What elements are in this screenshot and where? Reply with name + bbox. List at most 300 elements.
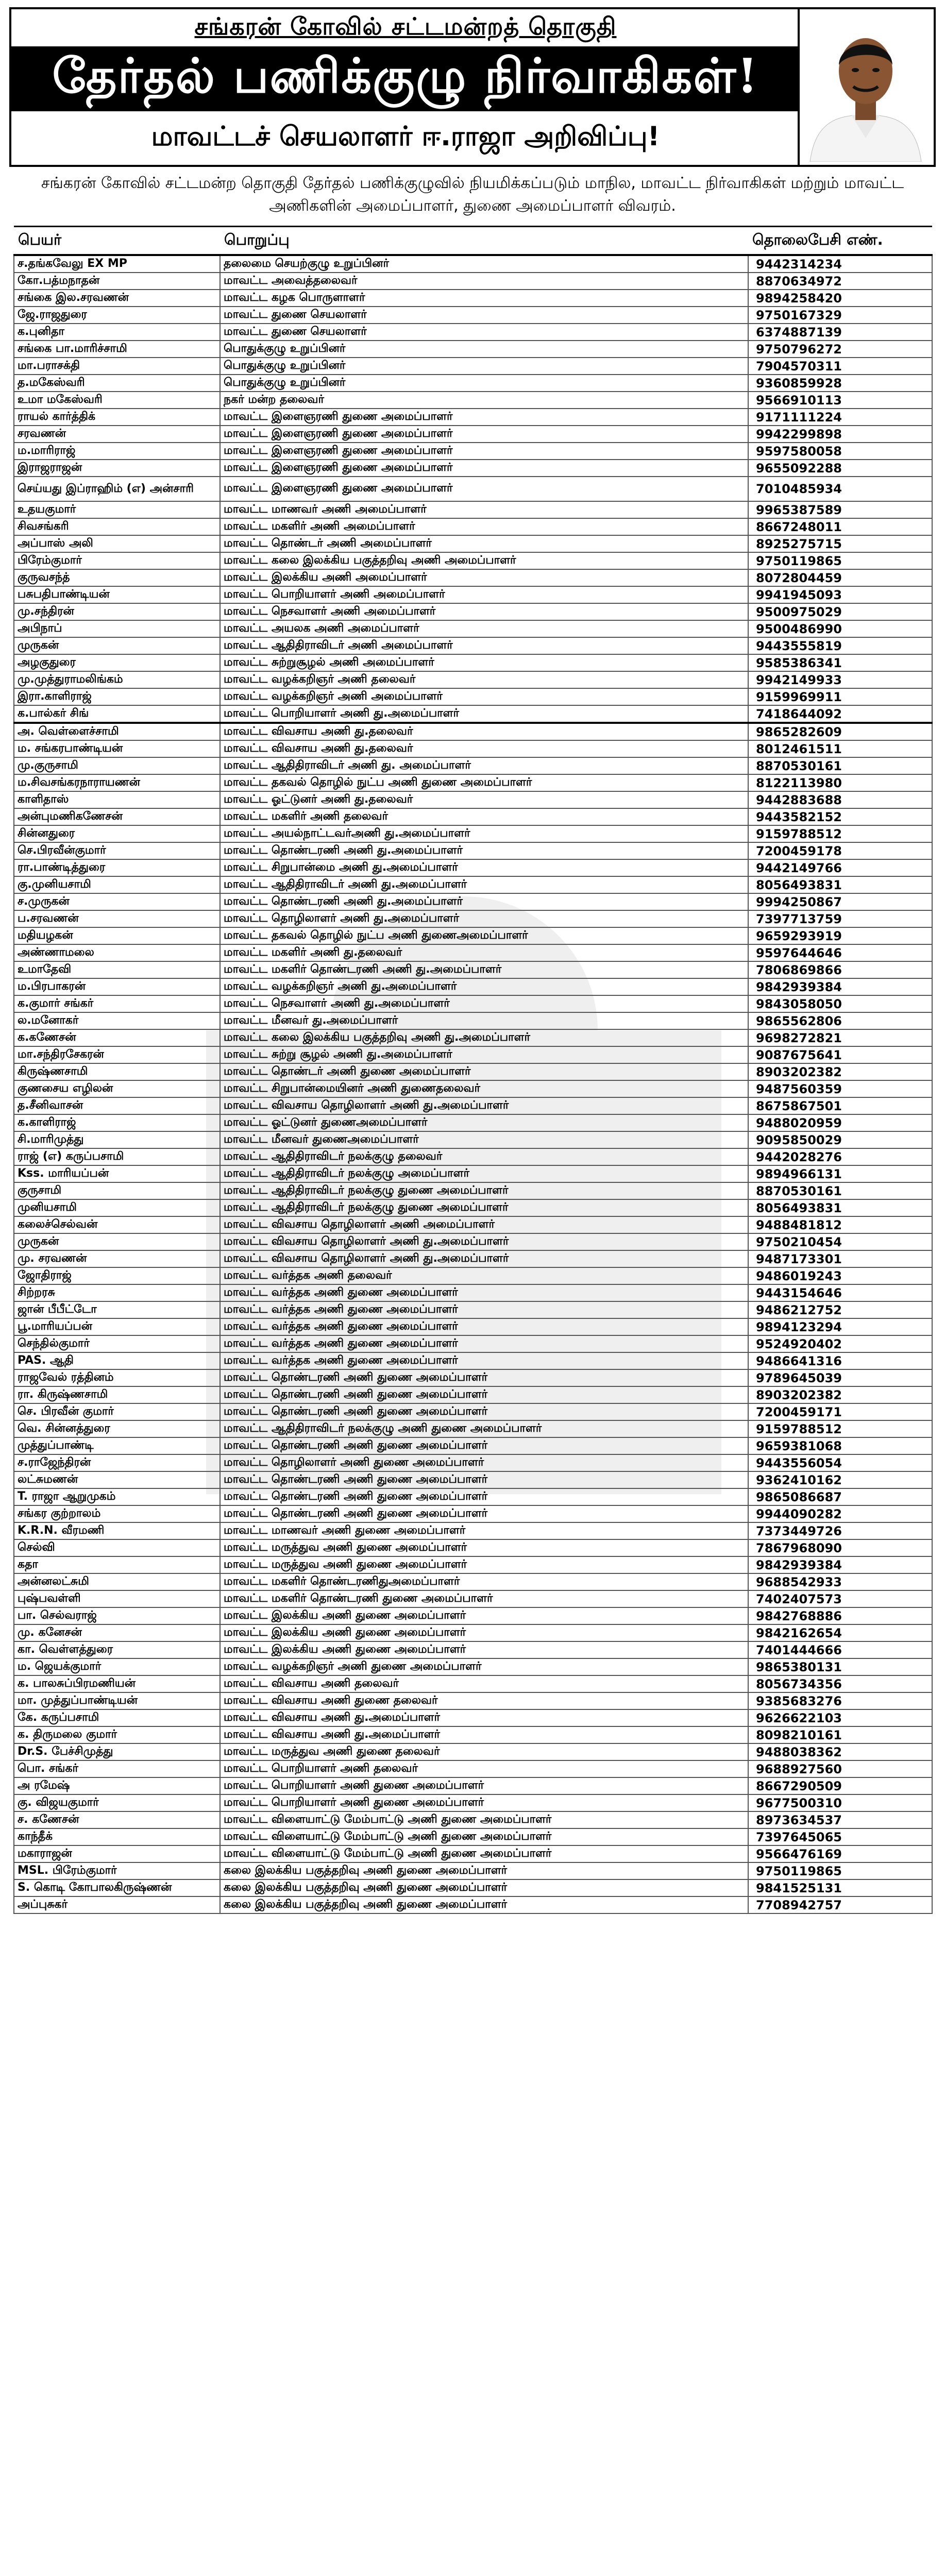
member-phone: 7806869866: [748, 961, 932, 978]
member-name: காளிதாஸ்: [14, 791, 220, 808]
member-phone: 7401444666: [748, 1641, 932, 1658]
table-row: [14, 1777, 932, 1794]
table-row: [14, 791, 932, 808]
member-name: கோ.பத்மநாதன்: [14, 273, 220, 290]
intro-paragraph: சங்கரன் கோவில் சட்டமன்ற தொகுதி தேர்தல் பணிக்குழுவில் நியமிக்கப்படும் மாநில, மாவட்ட நிர்வாகிகள் மற்றும் மாவட்ட அணிகளின் அமைப்பாளர், துணை அமைப்பாளர் விவரம்.: [41, 174, 904, 215]
member-phone: 9488020959: [748, 1114, 932, 1131]
member-name: பசுபதிபாண்டியன்: [14, 586, 220, 603]
member-role: மாவட்ட மகளிர் அணி அமைப்பாளர்: [220, 518, 748, 535]
member-role: மாவட்ட இளைஞரணி துணை அமைப்பாளர்: [220, 426, 748, 443]
table-row: [14, 1437, 932, 1454]
member-name: கே. கருப்பசாமி: [14, 1709, 220, 1726]
member-phone: 6374887139: [748, 324, 932, 341]
table-row: [14, 910, 932, 927]
table-row: [14, 426, 932, 443]
table-row: [14, 501, 932, 518]
member-phone: 9842768886: [748, 1607, 932, 1624]
member-role: மாவட்ட விளையாட்டு மேம்பாட்டு அணி துணை அமைப்பாளர்: [220, 1828, 748, 1845]
member-phone: 9500486990: [748, 620, 932, 637]
member-role: மாவட்ட வழக்கறிஞர் அணி து.அமைப்பாளர்: [220, 978, 748, 995]
member-role: மாவட்ட சிறுபான்மை அணி து.அமைப்பாளர்: [220, 859, 748, 876]
member-name: மு. சரவணன்: [14, 1250, 220, 1267]
member-role: மாவட்ட விளையாட்டு மேம்பாட்டு அணி துணை அமைப்பாளர்: [220, 1845, 748, 1862]
member-name: சங்கை பா.மாரிச்சாமி: [14, 341, 220, 358]
member-name: முருகன்: [14, 1233, 220, 1250]
table-row: [14, 1811, 932, 1828]
table-row: [14, 1250, 932, 1267]
member-phone: 9941945093: [748, 586, 932, 603]
member-role: மாவட்ட துணை செயலாளர்: [220, 307, 748, 324]
table-row: [14, 1556, 932, 1573]
member-role: பொதுக்குழு உறுப்பினர்: [220, 375, 748, 392]
table-row: [14, 1743, 932, 1760]
table-row: [14, 978, 932, 995]
member-role: மாவட்ட அவைத்தலைவர்: [220, 273, 748, 290]
member-role: மாவட்ட தொண்டரணி அணி துணை அமைப்பாளர்: [220, 1488, 748, 1505]
member-phone: 8056493831: [748, 1199, 932, 1216]
table-row: [14, 460, 932, 477]
member-name: முத்துப்பாண்டி: [14, 1437, 220, 1454]
member-name: ரா.பாண்டித்துரை: [14, 859, 220, 876]
member-role: மாவட்ட நெசவாளர் அணி அமைப்பாளர்: [220, 603, 748, 620]
table-row: [14, 443, 932, 460]
member-phone: 9659381068: [748, 1437, 932, 1454]
table-row: [14, 290, 932, 307]
member-role: மாவட்ட மகளிர் அணி தலைவர்: [220, 808, 748, 825]
member-role: மாவட்ட மருத்துவ அணி துணை அமைப்பாளர்: [220, 1539, 748, 1556]
member-role: மாவட்ட இலக்கிய அணி அமைப்பாளர்: [220, 569, 748, 586]
member-name: க.கணேசன்: [14, 1029, 220, 1046]
member-name: கிருஷ்ணசாமி: [14, 1063, 220, 1080]
member-role: மாவட்ட சுற்றுசூழல் அணி அமைப்பாளர்: [220, 654, 748, 671]
member-name: க.காளிராஜ்: [14, 1114, 220, 1131]
member-phone: 8667290509: [748, 1777, 932, 1794]
member-role: மாவட்ட விவசாய அணி தலைவர்: [220, 1675, 748, 1692]
table-row: [14, 1539, 932, 1556]
member-phone: 9524920402: [748, 1335, 932, 1352]
member-phone: 9865086687: [748, 1488, 932, 1505]
member-name: கு. விஜயகுமார்: [14, 1794, 220, 1811]
member-phone: 7867968090: [748, 1539, 932, 1556]
member-role: மாவட்ட விவசாய தொழிலாளர் அணி து.அமைப்பாளர்: [220, 1233, 748, 1250]
member-phone: 8675867501: [748, 1097, 932, 1114]
member-phone: 7397645065: [748, 1828, 932, 1845]
member-phone: 7200459178: [748, 842, 932, 859]
member-role: மாவட்ட மீனவர் துணைஅமைப்பாளர்: [220, 1131, 748, 1148]
table-row: [14, 477, 932, 501]
member-role: மாவட்ட இளைஞரணி துணை அமைப்பாளர்: [220, 460, 748, 477]
member-phone: 9789645039: [748, 1369, 932, 1386]
member-role: மாவட்ட கழக பொருளாளர்: [220, 290, 748, 307]
member-role: மாவட்ட ஆதிதிராவிடர் நலக்குழு துணை அமைப்பாளர்: [220, 1182, 748, 1199]
member-phone: 9655092288: [748, 460, 932, 477]
table-row: [14, 1879, 932, 1896]
member-role: மாவட்ட வழக்கறிஞர் அணி துணை அமைப்பாளர்: [220, 1658, 748, 1675]
member-phone: 9698272821: [748, 1029, 932, 1046]
member-name: ம. ஜெயக்குமார்: [14, 1658, 220, 1675]
member-role: மாவட்ட விவசாய அணி து.தலைவர்: [220, 740, 748, 757]
header-box: [9, 7, 936, 167]
member-role: மாவட்ட இளைஞரணி துணை அமைப்பாளர்: [220, 477, 748, 501]
member-role: கலை இலக்கிய பகுத்தறிவு அணி துணை அமைப்பாளர்: [220, 1862, 748, 1879]
member-name: உதயகுமார்: [14, 501, 220, 518]
member-role: மாவட்ட ஆதிதிராவிடர் நலக்குழு தலைவர்: [220, 1148, 748, 1165]
member-phone: 9487173301: [748, 1250, 932, 1267]
member-role: மாவட்ட சிறுபான்மையினர் அணி துணைதலைவர்: [220, 1080, 748, 1097]
member-name: அண்ணாமலை: [14, 944, 220, 961]
member-phone: 9865562806: [748, 1012, 932, 1029]
member-role: பொதுக்குழு உறுப்பினர்: [220, 358, 748, 375]
table-row: [14, 859, 932, 876]
table-row: [14, 358, 932, 375]
member-name: அப்புசுகர்: [14, 1896, 220, 1913]
member-name: ம.சிவசங்கரநாராயணன்: [14, 774, 220, 791]
member-phone: 8870634972: [748, 273, 932, 290]
member-name: ல.மனோகர்: [14, 1012, 220, 1029]
member-phone: 9841525131: [748, 1879, 932, 1896]
member-phone: 9442883688: [748, 791, 932, 808]
member-role: மாவட்ட தொண்டரணி அணி துணை அமைப்பாளர்: [220, 1403, 748, 1420]
member-name: இரா.காளிராஜ்: [14, 688, 220, 705]
table-row: [14, 1012, 932, 1029]
member-phone: 8973634537: [748, 1811, 932, 1828]
member-name: செல்வி: [14, 1539, 220, 1556]
member-name: சின்னதுரை: [14, 825, 220, 842]
member-role: மாவட்ட வர்த்தக அணி துணை அமைப்பாளர்: [220, 1352, 748, 1369]
member-role: மாவட்ட பொறியாளர் அணி து.அமைப்பாளர்: [220, 705, 748, 723]
member-phone: 9159788512: [748, 1420, 932, 1437]
member-role: மாவட்ட ஆதிதிராவிடர் அணி து.அமைப்பாளர்: [220, 876, 748, 893]
member-role: மாவட்ட விவசாய அணி து.அமைப்பாளர்: [220, 1726, 748, 1743]
member-phone: 9843058050: [748, 995, 932, 1012]
table-row: [14, 1403, 932, 1420]
member-phone: 9442149766: [748, 859, 932, 876]
member-phone: 9597644646: [748, 944, 932, 961]
member-phone: 9487560359: [748, 1080, 932, 1097]
table-row: [14, 1131, 932, 1148]
member-role: மாவட்ட இலக்கிய அணி துணை அமைப்பாளர்: [220, 1607, 748, 1624]
member-phone: 9842939384: [748, 978, 932, 995]
constituency-subtitle: [11, 9, 800, 48]
member-role: மாவட்ட ஆதிதிராவிடர் அணி து. அமைப்பாளர்: [220, 757, 748, 774]
member-phone: 9688542933: [748, 1573, 932, 1590]
header-phone: தொலைபேசி எண்.: [748, 227, 932, 256]
member-phone: 9443556054: [748, 1454, 932, 1471]
member-phone: 9171111224: [748, 409, 932, 426]
header-role: பொறுப்பு: [220, 227, 748, 256]
member-phone: 8012461511: [748, 740, 932, 757]
member-phone: 9750119865: [748, 1862, 932, 1879]
member-name: Dr.S. பேச்சிமுத்து: [14, 1743, 220, 1760]
member-role: மாவட்ட அயலக அணி அமைப்பாளர்: [220, 620, 748, 637]
member-phone: 9486641316: [748, 1352, 932, 1369]
table-row: [14, 1369, 932, 1386]
table-row: [14, 688, 932, 705]
member-name: ச. கணேசன்: [14, 1811, 220, 1828]
member-name: க.புனிதா: [14, 324, 220, 341]
table-row: [14, 1488, 932, 1505]
member-name: உமாதேவி: [14, 961, 220, 978]
member-role: மாவட்ட விளையாட்டு மேம்பாட்டு அணி துணை அமைப்பாளர்: [220, 1811, 748, 1828]
table-row: [14, 825, 932, 842]
member-role: மாவட்ட விவசாய தொழிலாளர் அணி அமைப்பாளர்: [220, 1216, 748, 1233]
member-role: மாவட்ட பொறியாளர் அணி துணை அமைப்பாளர்: [220, 1777, 748, 1794]
member-phone: 9965387589: [748, 501, 932, 518]
member-phone: 9626622103: [748, 1709, 932, 1726]
announcement-line: மாவட்டச் செயலாளர் ஈ.ராஜா அறிவிப்பு!: [11, 110, 800, 165]
table-row: [14, 774, 932, 791]
table-row: [14, 723, 932, 740]
member-phone: 9159788512: [748, 825, 932, 842]
member-role: மாவட்ட வர்த்தக அணி தலைவர்: [220, 1267, 748, 1284]
member-phone: 8122113980: [748, 774, 932, 791]
member-phone: 9942149933: [748, 671, 932, 688]
table-row: [14, 1335, 932, 1352]
member-name: கா. வெள்ளத்துரை: [14, 1641, 220, 1658]
secretary-photo: [798, 9, 934, 165]
table-header-row: [14, 227, 932, 256]
member-phone: 7402407573: [748, 1590, 932, 1607]
table-row: [14, 1386, 932, 1403]
member-role: மாவட்ட தொழிலாளர் அணி துணை அமைப்பாளர்: [220, 1454, 748, 1471]
roster-table-wrapper: [13, 226, 932, 1914]
header-name: பெயர்: [14, 227, 220, 256]
member-phone: 9443555819: [748, 637, 932, 654]
table-row: [14, 1148, 932, 1165]
member-role: மாவட்ட விவசாய அணி துணை தலைவர்: [220, 1692, 748, 1709]
member-phone: 9750796272: [748, 341, 932, 358]
member-name: குருவசந்த்: [14, 569, 220, 586]
member-name: மு.சந்திரன்: [14, 603, 220, 620]
member-role: மாவட்ட ஆதிதிராவிடர் நலக்குழு அணி துணை அமைப்பாளர்: [220, 1420, 748, 1437]
member-phone: 9087675641: [748, 1046, 932, 1063]
member-name: அன்புமணிகணேசன்: [14, 808, 220, 825]
table-row: [14, 1709, 932, 1726]
table-row: [14, 1199, 932, 1216]
table-row: [14, 255, 932, 273]
member-name: அபிநாப்: [14, 620, 220, 637]
table-row: [14, 1420, 932, 1437]
member-role: மாவட்ட மாணவர் அணி அமைப்பாளர்: [220, 501, 748, 518]
member-name: செய்யது இப்ராஹிம் (எ) அன்சாரி: [14, 477, 220, 501]
member-name: த.சீனிவாசன்: [14, 1097, 220, 1114]
table-row: [14, 1471, 932, 1488]
table-row: [14, 1233, 932, 1250]
member-role: மாவட்ட இலக்கிய அணி துணை அமைப்பாளர்: [220, 1641, 748, 1658]
table-row: [14, 1658, 932, 1675]
member-role: மாவட்ட மகளிர் தொண்டரணி துணை அமைப்பாளர்: [220, 1590, 748, 1607]
member-name: புஷ்பவள்ளி: [14, 1590, 220, 1607]
member-name: வெ. சின்னத்துரை: [14, 1420, 220, 1437]
member-phone: 9486212752: [748, 1301, 932, 1318]
member-role: மாவட்ட தகவல் தொழில் நுட்ப அணி துணை அமைப்பாளர்: [220, 774, 748, 791]
member-role: மாவட்ட மீனவர் து.அமைப்பாளர்: [220, 1012, 748, 1029]
table-row: [14, 637, 932, 654]
member-name: குணசைய எழிலன்: [14, 1080, 220, 1097]
member-phone: 9442028276: [748, 1148, 932, 1165]
member-name: மகாராஜன்: [14, 1845, 220, 1862]
member-role: மாவட்ட வழக்கறிஞர் அணி அமைப்பாளர்: [220, 688, 748, 705]
table-row: [14, 740, 932, 757]
table-row: [14, 671, 932, 688]
member-phone: 9944090282: [748, 1505, 932, 1522]
member-role: மாவட்ட ஓட்டுனர் துணைஅமைப்பாளர்: [220, 1114, 748, 1131]
member-name: உமா மகேஸ்வரி: [14, 392, 220, 409]
member-phone: 9442314234: [748, 255, 932, 273]
member-phone: 9385683276: [748, 1692, 932, 1709]
member-role: தலைமை செயற்குழு உறுப்பினர்: [220, 255, 748, 273]
member-phone: 9500975029: [748, 603, 932, 620]
member-role: மாவட்ட தொண்டர் அணி துணை அமைப்பாளர்: [220, 1063, 748, 1080]
table-row: [14, 1828, 932, 1845]
member-role: மாவட்ட ஓட்டுனர் அணி து.தலைவர்: [220, 791, 748, 808]
member-phone: 9488481812: [748, 1216, 932, 1233]
member-phone: 8870530161: [748, 757, 932, 774]
member-phone: 9842939384: [748, 1556, 932, 1573]
member-name: சி.மாரிமுத்து: [14, 1131, 220, 1148]
member-name: மா.பராசக்தி: [14, 358, 220, 375]
member-phone: 9486019243: [748, 1267, 932, 1284]
member-phone: 9095850029: [748, 1131, 932, 1148]
member-role: மாவட்ட பொறியாளர் அணி தலைவர்: [220, 1760, 748, 1777]
member-name: ஜே.ராஜதுரை: [14, 307, 220, 324]
table-row: [14, 1522, 932, 1539]
member-role: மாவட்ட கலை இலக்கிய பகுத்தறிவு அணி து.அமைப்பாளர்: [220, 1029, 748, 1046]
table-row: [14, 1301, 932, 1318]
subtitle-text: சங்கரன் கோவில் சட்டமன்றத் தொகுதி: [194, 12, 617, 40]
member-role: மாவட்ட அயல்நாட்டவர்அணி து.அமைப்பாளர்: [220, 825, 748, 842]
table-row: [14, 961, 932, 978]
table-row: [14, 341, 932, 358]
table-row: [14, 705, 932, 723]
member-name: ச.ராஜேந்திரன்: [14, 1454, 220, 1471]
member-phone: 8098210161: [748, 1726, 932, 1743]
table-row: [14, 552, 932, 569]
table-row: [14, 1624, 932, 1641]
member-name: த.மகேஸ்வரி: [14, 375, 220, 392]
member-phone: 9750210454: [748, 1233, 932, 1250]
member-name: T. ராஜா ஆறுமுகம்: [14, 1488, 220, 1505]
member-name: செ.பிரவீன்குமார்: [14, 842, 220, 859]
member-role: நகர் மன்ற தலைவர்: [220, 392, 748, 409]
member-phone: 7200459171: [748, 1403, 932, 1420]
table-row: [14, 1046, 932, 1063]
member-role: மாவட்ட தொண்டரணி அணி து.அமைப்பாளர்: [220, 842, 748, 859]
member-role: மாவட்ட மருத்துவ அணி துணை அமைப்பாளர்: [220, 1556, 748, 1573]
table-row: [14, 569, 932, 586]
member-name: மு.முத்துராமலிங்கம்: [14, 671, 220, 688]
table-row: [14, 1267, 932, 1284]
member-name: பூ.மாரியப்பன்: [14, 1318, 220, 1335]
member-name: PAS. ஆதி: [14, 1352, 220, 1369]
table-row: [14, 1590, 932, 1607]
member-name: செந்தில்குமார்: [14, 1335, 220, 1352]
member-role: மாவட்ட வர்த்தக அணி துணை அமைப்பாளர்: [220, 1301, 748, 1318]
table-row: [14, 808, 932, 825]
member-phone: 8925275715: [748, 535, 932, 552]
member-name: பிரேம்குமார்: [14, 552, 220, 569]
table-row: [14, 1318, 932, 1335]
table-row: [14, 324, 932, 341]
table-row: [14, 1063, 932, 1080]
member-name: ச.தங்கவேலு EX MP: [14, 255, 220, 273]
member-role: மாவட்ட விவசாய அணி து.அமைப்பாளர்: [220, 1709, 748, 1726]
table-row: [14, 654, 932, 671]
member-role: மாவட்ட தொழிலாளர் அணி து.அமைப்பாளர்: [220, 910, 748, 927]
member-name: சரவணன்: [14, 426, 220, 443]
member-phone: 9894966131: [748, 1165, 932, 1182]
member-name: ப.சரவணன்: [14, 910, 220, 927]
member-phone: 7708942757: [748, 1896, 932, 1913]
member-name: ஜோதிராஜ்: [14, 1267, 220, 1284]
member-role: மாவட்ட தொண்டரணி அணி துணை அமைப்பாளர்: [220, 1505, 748, 1522]
table-row: [14, 1454, 932, 1471]
member-name: க.பால்கர் சிங்: [14, 705, 220, 723]
table-row: [14, 586, 932, 603]
member-name: செ. பிரவீன் குமார்: [14, 1403, 220, 1420]
member-phone: 9488038362: [748, 1743, 932, 1760]
member-role: மாவட்ட வர்த்தக அணி துணை அமைப்பாளர்: [220, 1284, 748, 1301]
member-phone: 9360859928: [748, 375, 932, 392]
member-phone: 7418644092: [748, 705, 932, 723]
table-row: [14, 995, 932, 1012]
member-phone: 9159969911: [748, 688, 932, 705]
table-row: [14, 1352, 932, 1369]
table-row: [14, 1692, 932, 1709]
member-role: மாவட்ட விவசாய தொழிலாளர் அணி து.அமைப்பாளர்: [220, 1250, 748, 1267]
portrait-image: [800, 9, 932, 162]
member-role: மாவட்ட மகளிர் தொண்டரணி அணி து.அமைப்பாளர்: [220, 961, 748, 978]
table-row: [14, 1760, 932, 1777]
member-phone: 9566476169: [748, 1845, 932, 1862]
member-role: மாவட்ட தொண்டர் அணி அமைப்பாளர்: [220, 535, 748, 552]
member-role: மாவட்ட தொண்டரணி அணி துணை அமைப்பாளர்: [220, 1471, 748, 1488]
member-role: மாவட்ட மகளிர் அணி து.தலைவர்: [220, 944, 748, 961]
member-phone: 9443582152: [748, 808, 932, 825]
member-name: மதியழகன்: [14, 927, 220, 944]
member-role: மாவட்ட தகவல் தொழில் நுட்ப அணி துணைஅமைப்பாளர்: [220, 927, 748, 944]
member-role: மாவட்ட நெசவாளர் அணி து.அமைப்பாளர்: [220, 995, 748, 1012]
member-name: அ. வெள்ளைச்சாமி: [14, 723, 220, 740]
member-phone: 8072804459: [748, 569, 932, 586]
member-phone: 9362410162: [748, 1471, 932, 1488]
table-row: [14, 620, 932, 637]
member-phone: 8056734356: [748, 1675, 932, 1692]
member-name: கு.முனியசாமி: [14, 876, 220, 893]
member-role: மாவட்ட மகளிர் தொண்டரணிதுஅமைப்பாளர்: [220, 1573, 748, 1590]
member-phone: 8870530161: [748, 1182, 932, 1199]
member-role: மாவட்ட பொறியாளர் அணி துணை அமைப்பாளர்: [220, 1794, 748, 1811]
table-row: [14, 1675, 932, 1692]
member-name: குருசாமி: [14, 1182, 220, 1199]
member-role: மாவட்ட துணை செயலாளர்: [220, 324, 748, 341]
member-name: சிற்றரசு: [14, 1284, 220, 1301]
member-name: ச.முருகன்: [14, 893, 220, 910]
member-name: க.குமார் சங்கர்: [14, 995, 220, 1012]
member-phone: 9865282609: [748, 723, 932, 740]
member-name: Kss. மாரியப்பன்: [14, 1165, 220, 1182]
member-name: முனியசாமி: [14, 1199, 220, 1216]
table-body: [14, 255, 932, 1913]
table-row: [14, 876, 932, 893]
member-phone: 7397713759: [748, 910, 932, 927]
member-phone: 9994250867: [748, 893, 932, 910]
member-name: ராஜ் (எ) கருப்பசாமி: [14, 1148, 220, 1165]
member-name: ஜான் பீபீட்டோ: [14, 1301, 220, 1318]
member-phone: 8903202382: [748, 1063, 932, 1080]
table-row: [14, 307, 932, 324]
member-role: பொதுக்குழு உறுப்பினர்: [220, 341, 748, 358]
